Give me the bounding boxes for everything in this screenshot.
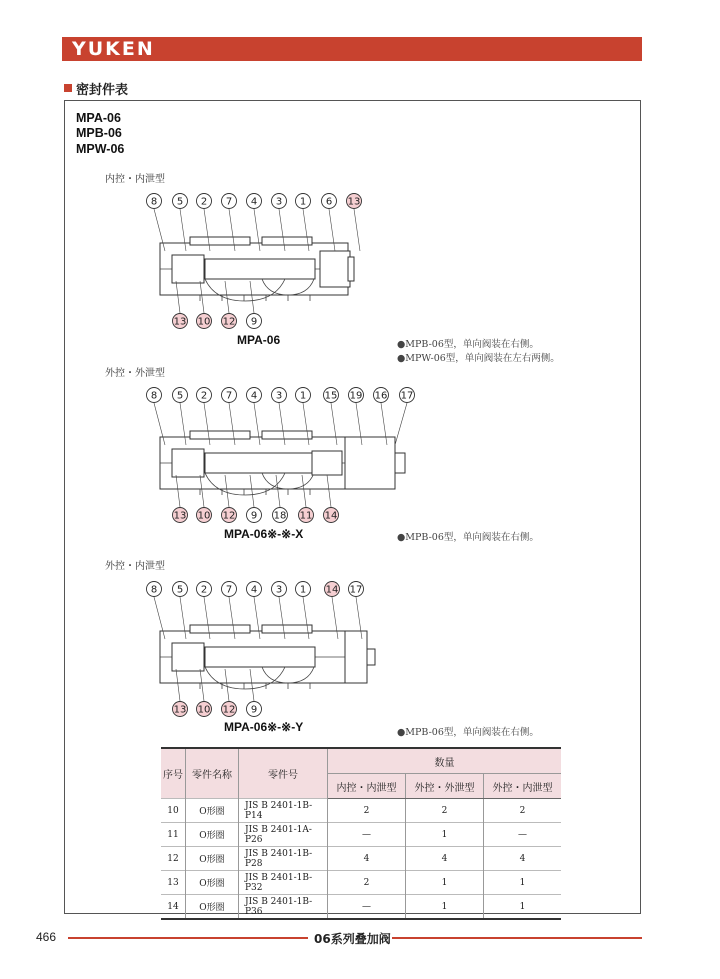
check-poppet	[172, 255, 204, 283]
callout-number: 14	[325, 584, 339, 596]
table-row	[161, 895, 561, 920]
cell-name: O形圈	[186, 847, 239, 871]
callout-number: 4	[250, 390, 258, 402]
callout-number: 13	[173, 510, 187, 522]
cell-q3: 4	[484, 847, 561, 871]
pilot-port	[395, 453, 405, 473]
valve-top-plate	[190, 431, 250, 439]
cell-q3: 1	[484, 871, 561, 895]
callout-number: 14	[324, 510, 338, 522]
col-partno-header: 零件号	[239, 748, 328, 799]
cell-q2: 2	[406, 799, 484, 823]
callout-number: 16	[374, 390, 388, 402]
cell-no: 11	[161, 823, 186, 847]
leader-line	[354, 209, 360, 251]
pilot-piston	[312, 451, 342, 475]
callout-number: 10	[197, 316, 211, 328]
cell-q1: 4	[328, 847, 406, 871]
callout-number: 10	[197, 704, 211, 716]
callout-number: 8	[150, 390, 158, 402]
callout-number: 7	[225, 584, 233, 596]
cell-q2: 1	[406, 871, 484, 895]
cell-q3: 2	[484, 799, 561, 823]
callout-number: 4	[250, 584, 258, 596]
pilot-cover	[345, 631, 367, 683]
cell-part-no: JIS B 2401-1B-P32	[239, 871, 328, 895]
leader-line	[395, 403, 407, 445]
table-row	[161, 799, 561, 823]
seal-parts-table	[161, 747, 561, 920]
callout-number: 18	[273, 510, 287, 522]
plug-cap	[348, 257, 354, 281]
valve-top-plate	[262, 431, 312, 439]
model-mpa: MPA-06	[76, 111, 121, 125]
diagram-2-label: MPA-06※-※-X	[224, 527, 304, 541]
cell-q1: 2	[328, 871, 406, 895]
callout-number: 13	[173, 704, 187, 716]
valve-top-plate	[262, 237, 312, 245]
valve-top-plate	[190, 625, 250, 633]
footer-rule-right	[392, 937, 642, 939]
check-poppet	[172, 449, 204, 477]
callout-number: 3	[275, 390, 283, 402]
callout-number: 9	[250, 316, 258, 328]
callout-number: 13	[173, 316, 187, 328]
callout-number: 17	[400, 390, 414, 402]
callout-number: 2	[200, 584, 208, 596]
table-row	[161, 823, 561, 847]
model-mpw: MPW-06	[76, 142, 125, 156]
spool	[205, 259, 315, 279]
callout-number: 3	[275, 196, 283, 208]
pilot-cover	[345, 437, 395, 489]
cell-part-no: JIS B 2401-1B-P28	[239, 847, 328, 871]
diagram-3-note-1: ●MPB-06型，单向阀装在右侧。	[397, 727, 539, 738]
col-qty-2-header: 外控・外泄型	[406, 774, 484, 799]
cell-q3: 1	[484, 895, 561, 920]
cell-q2: 1	[406, 823, 484, 847]
callout-number: 17	[349, 584, 363, 596]
diagram-1-note-2: ●MPW-06型，单向阀装在左右两侧。	[397, 353, 560, 364]
check-poppet	[172, 643, 204, 671]
diagram-1-note-1: ●MPB-06型，单向阀装在右侧。	[397, 339, 539, 350]
table-row	[161, 871, 561, 895]
yuken-logo: YUKEN	[72, 38, 155, 60]
page-number: 466	[36, 930, 57, 944]
cell-q1: —	[328, 823, 406, 847]
cell-no: 12	[161, 847, 186, 871]
diagram-3-drawing	[147, 582, 376, 717]
cell-q2: 1	[406, 895, 484, 920]
callout-number: 13	[347, 196, 361, 208]
callout-number: 5	[176, 196, 184, 208]
col-qty-3-header: 外控・内泄型	[484, 774, 561, 799]
table-body	[161, 799, 561, 920]
valve-top-plate	[262, 625, 312, 633]
cell-no: 13	[161, 871, 186, 895]
callout-number: 1	[299, 584, 307, 596]
table-row	[161, 847, 561, 871]
pilot-port	[367, 649, 375, 665]
cell-q1: —	[328, 895, 406, 920]
cell-part-no: JIS B 2401-1A-P26	[239, 823, 328, 847]
series-title: 06系列叠加阀	[314, 932, 391, 946]
callout-number: 10	[197, 510, 211, 522]
cell-q2: 4	[406, 847, 484, 871]
cell-name: O形圈	[186, 895, 239, 920]
callout-number: 5	[176, 584, 184, 596]
diagram-1-subtitle: 内控・内泄型	[105, 174, 165, 185]
spool	[205, 647, 315, 667]
section-title: 密封件表	[76, 83, 129, 98]
callout-number: 8	[150, 584, 158, 596]
callout-number: 4	[250, 196, 258, 208]
callout-number: 9	[250, 510, 258, 522]
cell-no: 14	[161, 895, 186, 920]
diagram-1-drawing	[147, 194, 362, 329]
cell-name: O形圈	[186, 823, 239, 847]
cell-no: 10	[161, 799, 186, 823]
callout-number: 1	[299, 196, 307, 208]
spool	[205, 453, 315, 473]
model-mpb: MPB-06	[76, 126, 122, 140]
diagram-3-label: MPA-06※-※-Y	[224, 720, 304, 734]
cell-part-no: JIS B 2401-1B-P14	[239, 799, 328, 823]
col-name-header: 零件名称	[186, 748, 239, 799]
valve-top-plate	[190, 237, 250, 245]
diagram-2-note-1: ●MPB-06型，单向阀装在右侧。	[397, 532, 539, 543]
diagram-2-subtitle: 外控・外泄型	[105, 368, 165, 379]
callout-number: 19	[349, 390, 363, 402]
callout-number: 9	[250, 704, 258, 716]
callout-number: 7	[225, 196, 233, 208]
diagram-3-subtitle: 外控・内泄型	[105, 561, 165, 572]
cell-q3: —	[484, 823, 561, 847]
col-qty-1-header: 内控・内泄型	[328, 774, 406, 799]
cell-q1: 2	[328, 799, 406, 823]
plug	[320, 251, 350, 287]
callout-number: 2	[200, 390, 208, 402]
callout-number: 12	[222, 704, 236, 716]
callout-number: 15	[324, 390, 338, 402]
callout-number: 11	[299, 510, 313, 522]
diagram-1-label: MPA-06	[237, 333, 281, 347]
callout-number: 1	[299, 390, 307, 402]
diagram-2-drawing	[147, 388, 415, 523]
cell-part-no: JIS B 2401-1B-P36	[239, 895, 328, 920]
col-qty-header: 数量	[328, 748, 562, 774]
footer-rule-left	[68, 937, 308, 939]
callout-number: 7	[225, 390, 233, 402]
callout-number: 8	[150, 196, 158, 208]
callout-number: 3	[275, 584, 283, 596]
cell-name: O形圈	[186, 799, 239, 823]
callout-number: 6	[325, 196, 333, 208]
callout-number: 5	[176, 390, 184, 402]
callout-number: 12	[222, 316, 236, 328]
callout-number: 12	[222, 510, 236, 522]
cell-name: O形圈	[186, 871, 239, 895]
col-no-header: 序号	[161, 748, 186, 799]
callout-number: 2	[200, 196, 208, 208]
